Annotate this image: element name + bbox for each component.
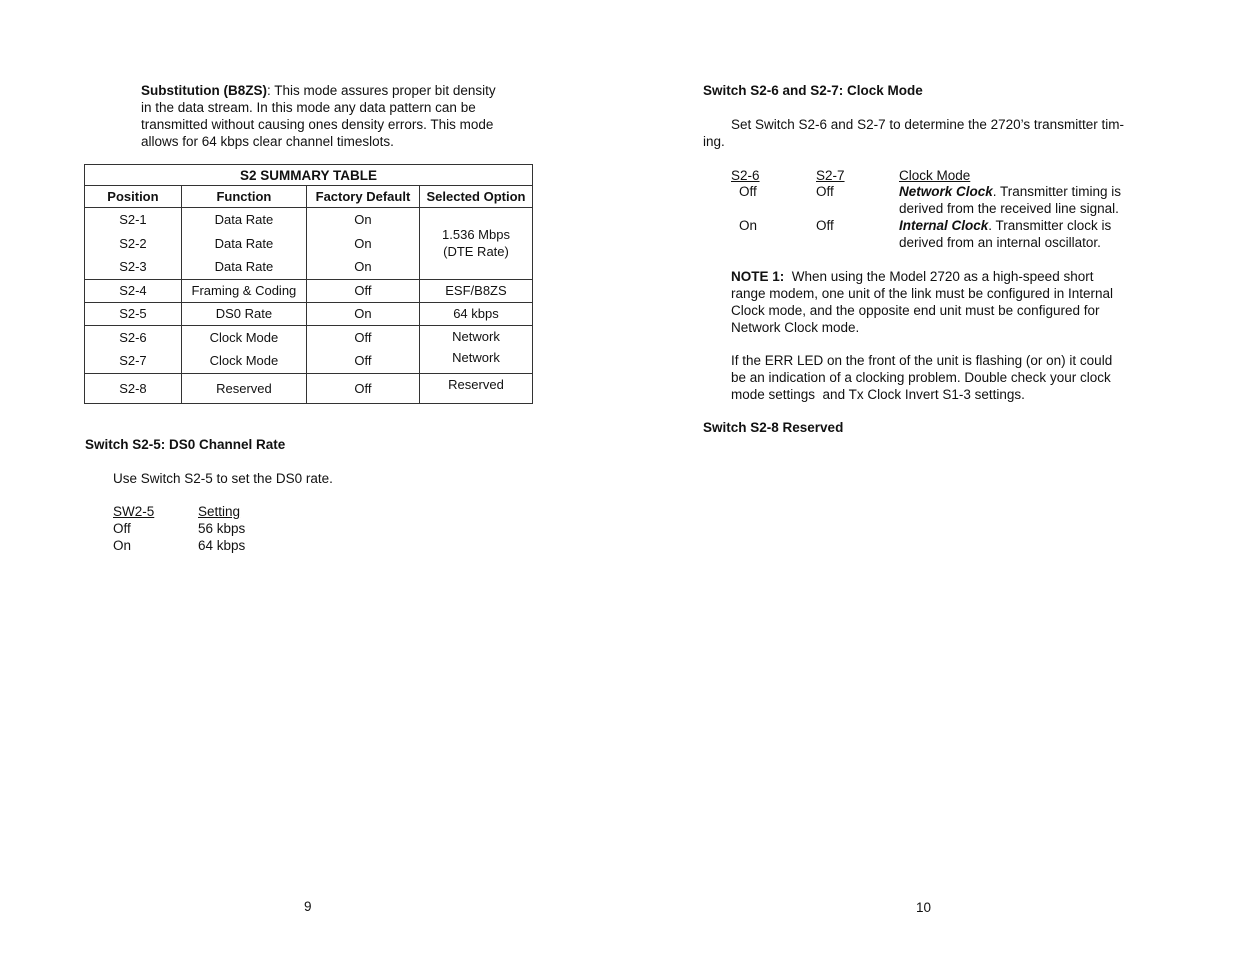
intro-line-3: transmitted without causing ones density errors. This mode	[141, 117, 494, 132]
header-function: Function	[181, 186, 306, 208]
cell-position: S2-8	[85, 373, 182, 403]
cell-function: Reserved	[181, 373, 306, 403]
clock-mode-desc1: . Transmitter timing is	[992, 184, 1122, 199]
cell-default: Off	[354, 329, 372, 345]
clock-mode-desc2: derived from the received line signal.	[899, 201, 1119, 216]
reserved-heading: Switch S2-8 Reserved	[703, 420, 844, 435]
clock-s27-value: Off	[816, 218, 834, 233]
page-number-right: 10	[916, 900, 932, 915]
clock-mode-desc	[899, 183, 1121, 200]
clock-s26-value: On	[739, 218, 758, 233]
cell-default: Off	[306, 279, 419, 302]
intro-line-4: allows for 64 kbps clear channel timeslots.	[141, 134, 394, 149]
cell-default: On	[354, 259, 372, 274]
ds0-text: Use Switch S2-5 to set the DS0 rate.	[113, 471, 333, 486]
cell-function: Clock Mode	[209, 329, 279, 345]
cell-selected: Network	[452, 349, 500, 365]
cell-functions	[181, 325, 306, 373]
cell-position: S2-5	[85, 302, 182, 325]
clock-col-s27-header: S2-7	[816, 168, 845, 183]
cell-selected: ESF/B8ZS	[419, 279, 532, 302]
cell-function: Framing & Coding	[181, 279, 306, 302]
note-paragraph	[731, 268, 1151, 336]
s2-summary-table	[84, 164, 533, 404]
intro-line-2: in the data stream. In this mode any data pattern can be	[141, 100, 476, 115]
cell-positions	[85, 208, 182, 280]
cell-selected: Network	[452, 328, 500, 344]
err-line-1: If the ERR LED on the front of the unit is flashing (or on) it could	[731, 353, 1113, 368]
clock-mode-name: Internal Clock	[899, 218, 989, 233]
ds0-setting-value: 64 kbps	[198, 538, 246, 553]
table-row-s2-8	[85, 373, 533, 403]
err-line-2: be an indication of a clocking problem. Double check your clock	[731, 370, 1111, 385]
table-row-s2-5	[85, 302, 533, 325]
cell-position: S2-6	[119, 329, 147, 345]
clock-mode-desc	[899, 217, 1111, 234]
clock-text-line1: Set Switch S2-6 and S2-7 to determine the 2720’s transmitter tim-	[731, 117, 1124, 132]
cell-default: Off	[306, 373, 419, 403]
cell-position: S2-2	[119, 235, 147, 251]
header-selected-option: Selected Option	[419, 186, 532, 208]
cell-selected: Reserved	[419, 373, 532, 403]
cell-position: S2-7	[119, 353, 147, 368]
ds0-settings-table	[113, 503, 313, 557]
ds0-switch-value: Off	[113, 521, 131, 536]
intro-paragraph	[141, 82, 533, 150]
cell-position: S2-4	[85, 279, 182, 302]
err-paragraph	[731, 352, 1151, 403]
clock-col-mode-header: Clock Mode	[899, 168, 971, 183]
clock-mode-desc2: derived from an internal oscillator.	[899, 235, 1101, 250]
table-title: S2 SUMMARY TABLE	[85, 165, 533, 186]
err-line-3: mode settings and Tx Clock Invert S1-3 settings.	[731, 387, 1025, 402]
ds0-col-switch-header: SW2-5	[113, 504, 155, 519]
note-label: NOTE 1:	[731, 269, 785, 284]
cell-position: S2-3	[119, 259, 147, 274]
table-row-group-data-rate	[85, 208, 533, 280]
intro-term: Substitution (B8ZS)	[141, 83, 267, 98]
header-factory-default: Factory Default	[306, 186, 419, 208]
cell-function: Data Rate	[214, 235, 274, 251]
intro-line	[141, 82, 533, 99]
cell-defaults	[306, 325, 419, 373]
ds0-heading: Switch S2-5: DS0 Channel Rate	[85, 437, 286, 452]
cell-default: On	[354, 235, 372, 251]
note-line	[731, 268, 1151, 285]
cell-defaults	[306, 208, 419, 280]
clock-mode-table	[731, 167, 1151, 253]
clock-mode-name: Network Clock	[899, 184, 993, 199]
header-position: Position	[85, 186, 182, 208]
cell-selected	[419, 208, 532, 280]
cell-function: DS0 Rate	[181, 302, 306, 325]
note-line-1: When using the Model 2720 as a high-speed short	[784, 269, 1094, 284]
cell-functions	[181, 208, 306, 280]
cell-selected	[419, 325, 532, 373]
cell-default: Off	[354, 353, 372, 368]
cell-function: Clock Mode	[209, 353, 279, 368]
clock-s26-value: Off	[739, 184, 757, 199]
page-number-left: 9	[304, 899, 312, 914]
cell-selected-line2: (DTE Rate)	[443, 244, 509, 260]
clock-s27-value: Off	[816, 184, 834, 199]
cell-default: On	[306, 302, 419, 325]
cell-default: On	[354, 212, 372, 227]
note-line-2: range modem, one unit of the link must be configured in Internal	[731, 286, 1113, 301]
ds0-setting-value: 56 kbps	[198, 521, 246, 536]
intro-line-1: : This mode assures proper bit density	[266, 83, 496, 98]
cell-position: S2-1	[119, 212, 147, 227]
note-line-3: Clock mode, and the opposite end unit must be configured for	[731, 303, 1100, 318]
cell-selected-line1: 1.536 Mbps	[442, 227, 510, 243]
ds0-switch-value: On	[113, 538, 132, 553]
cell-selected: 64 kbps	[419, 302, 532, 325]
cell-function: Data Rate	[214, 212, 274, 227]
note-line-4: Network Clock mode.	[731, 320, 860, 335]
cell-positions	[85, 325, 182, 373]
ds0-col-setting-header: Setting	[198, 504, 241, 519]
table-header-row	[85, 186, 533, 208]
clock-mode-desc1: . Transmitter clock is	[988, 218, 1112, 233]
table-row-s2-4	[85, 279, 533, 302]
clock-text-line2: ing.	[703, 134, 725, 149]
cell-function: Data Rate	[214, 259, 274, 274]
clock-heading: Switch S2-6 and S2-7: Clock Mode	[703, 83, 923, 98]
clock-col-s26-header: S2-6	[731, 168, 760, 183]
table-row-group-clock-mode	[85, 325, 533, 373]
